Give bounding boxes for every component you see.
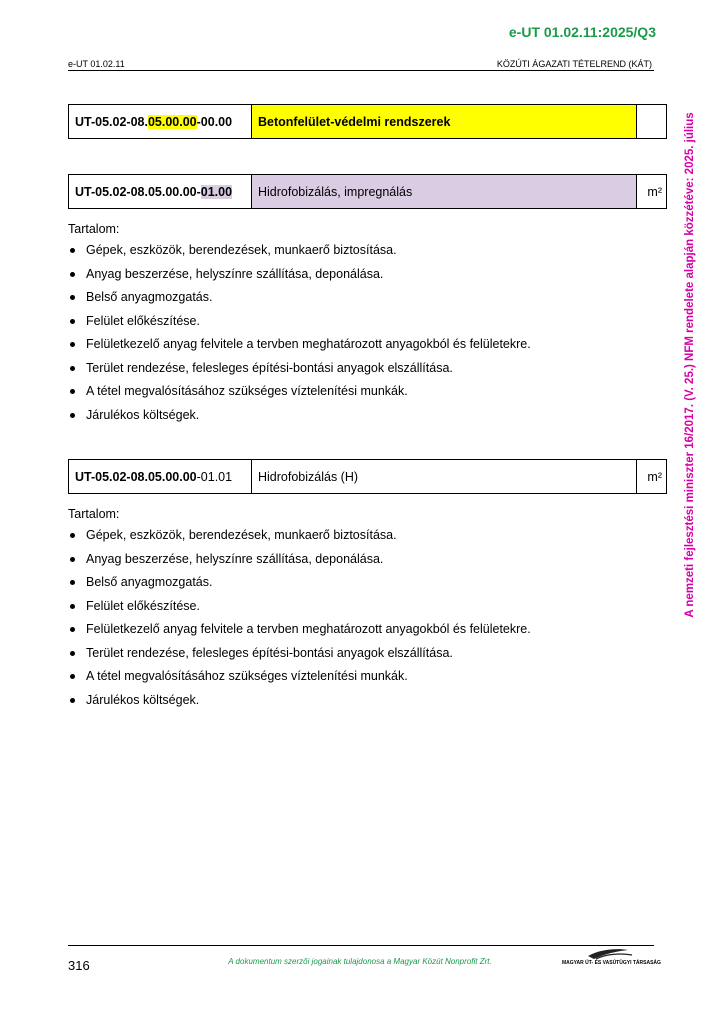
footer-rule (68, 945, 654, 946)
list-item: Terület rendezése, felesleges építési-bontási anyagok elszállítása. (68, 360, 654, 384)
list-item: Járulékos költségek. (68, 407, 654, 431)
item-content (68, 507, 654, 715)
list-item: Felület előkészítése. (68, 313, 654, 337)
content-list (68, 242, 654, 430)
side-publication-note: A nemzeti fejlesztési miniszter 16/2017. (V. 25.) NFM rendelete alapján közzétéve: 2025. július (684, 112, 696, 618)
header-rule (68, 70, 654, 71)
list-item: Belső anyagmozgatás. (68, 574, 654, 598)
list-item: Járulékos költségek. (68, 692, 654, 716)
document-code: e-UT 01.02.11:2025/Q3 (508, 24, 656, 40)
item-unit: m² (637, 460, 667, 494)
copyright-note: A dokumentum szerzői jogainak tulajdonosa a Magyar Közút Nonprofit Zrt. (228, 957, 492, 966)
header-right-title: KÖZÚTI ÁGAZATI TÉTELREND (KÁT) (496, 59, 652, 69)
item-table (68, 174, 667, 209)
content-intro: Tartalom: (68, 507, 120, 521)
item-code: UT-05.02-08.05.00.00-01.00 (69, 175, 252, 209)
society-logo-icon (560, 947, 661, 971)
item-title: Hidrofobizálás (H) (252, 460, 637, 494)
header-left-code: e-UT 01.02.11 (68, 59, 125, 69)
item-table-group (68, 104, 667, 139)
item-content (68, 222, 654, 430)
item-unit (637, 105, 667, 139)
item-title: Betonfelület-védelmi rendszerek (252, 105, 637, 139)
logo-text: MAGYAR ÚT- ÉS VASÚTÜGYI TÁRSASÁG (562, 960, 661, 966)
list-item: Felület előkészítése. (68, 598, 654, 622)
content-intro: Tartalom: (68, 222, 120, 236)
list-item: Belső anyagmozgatás. (68, 289, 654, 313)
list-item: Terület rendezése, felesleges építési-bontási anyagok elszállítása. (68, 645, 654, 669)
list-item: Anyag beszerzése, helyszínre szállítása, deponálása. (68, 266, 654, 290)
list-item: Felületkezelő anyag felvitele a tervben meghatározott anyagokból és felületekre. (68, 621, 654, 645)
list-item: Gépek, eszközök, berendezések, munkaerő biztosítása. (68, 242, 654, 266)
item-table (68, 459, 667, 494)
list-item: Anyag beszerzése, helyszínre szállítása, deponálása. (68, 551, 654, 575)
item-code: UT-05.02-08.05.00.00-01.01 (69, 460, 252, 494)
content-list (68, 527, 654, 715)
list-item: Gépek, eszközök, berendezések, munkaerő biztosítása. (68, 527, 654, 551)
list-item: A tétel megvalósításához szükséges víztelenítési munkák. (68, 383, 654, 407)
page-number: 316 (68, 958, 90, 973)
item-code: UT-05.02-08.05.00.00-00.00 (69, 105, 252, 139)
list-item: Felületkezelő anyag felvitele a tervben meghatározott anyagokból és felületekre. (68, 336, 654, 360)
list-item: A tétel megvalósításához szükséges víztelenítési munkák. (68, 668, 654, 692)
item-unit: m² (637, 175, 667, 209)
item-title: Hidrofobizálás, impregnálás (252, 175, 637, 209)
